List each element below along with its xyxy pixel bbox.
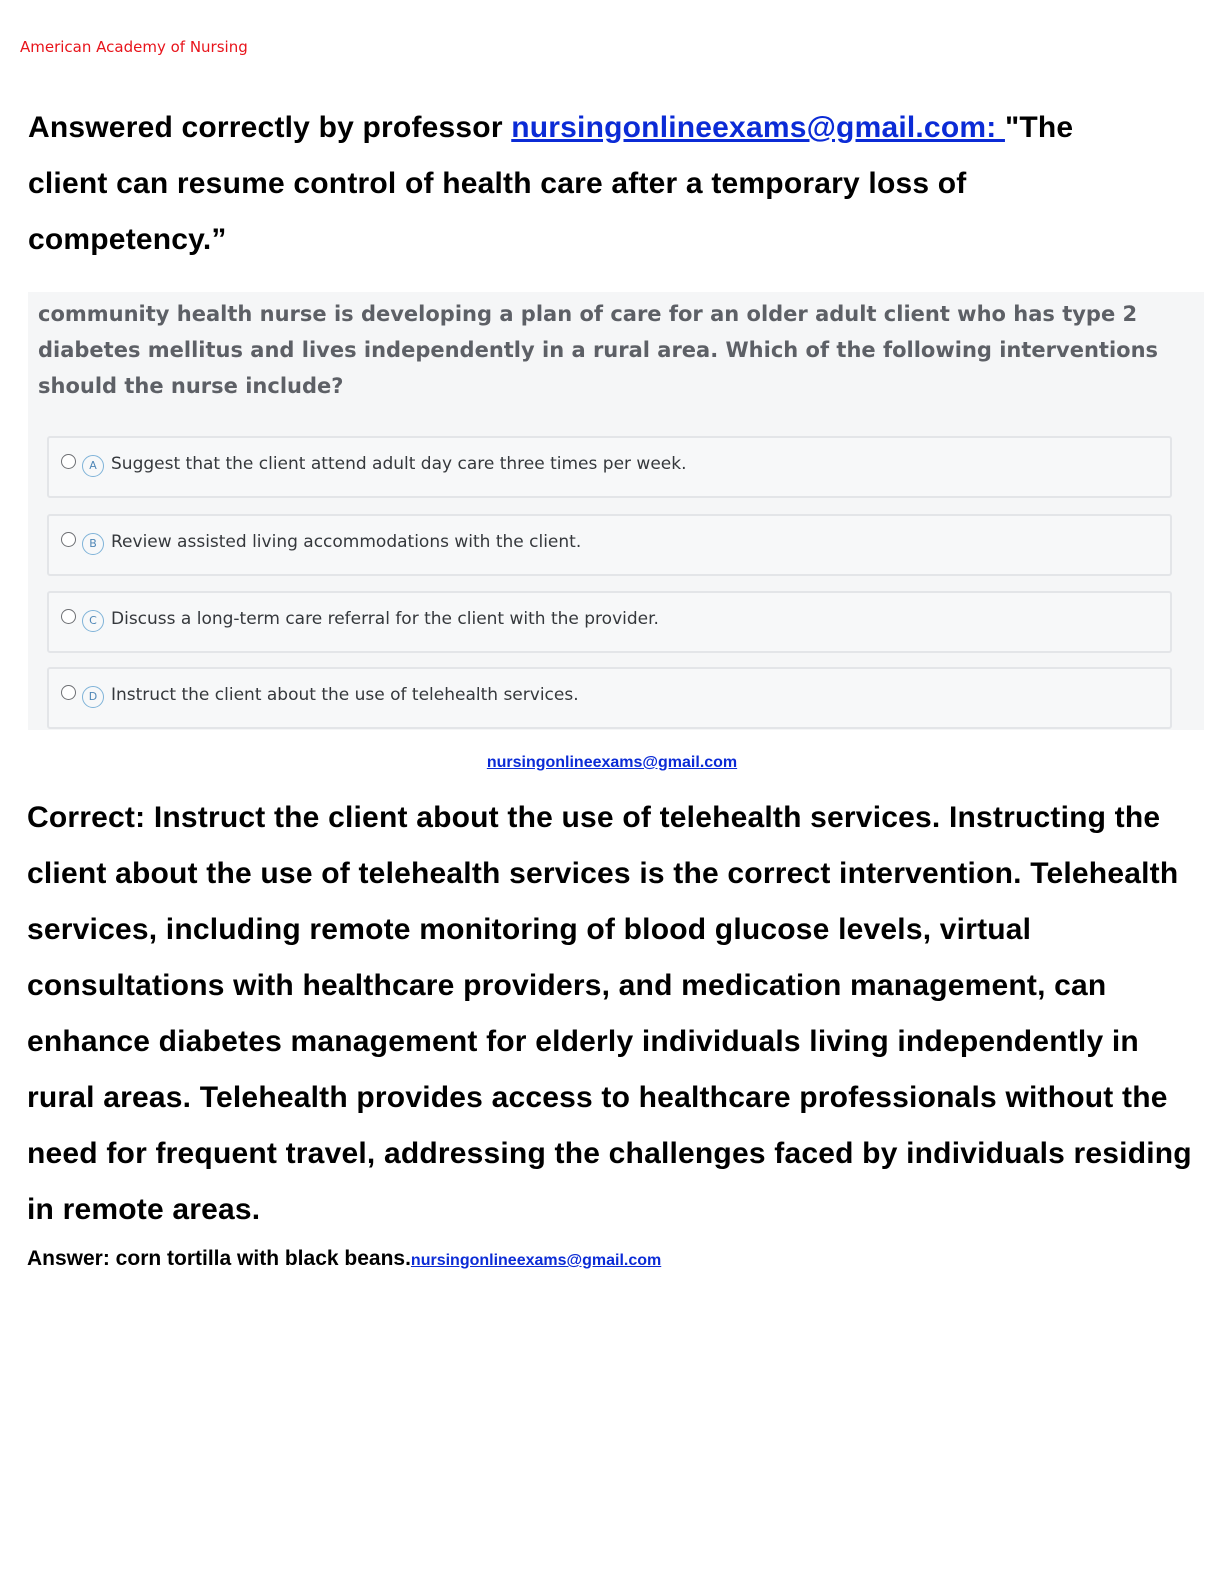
organization-header: American Academy of Nursing: [20, 38, 248, 56]
option-letter-badge: C: [82, 610, 104, 632]
quiz-panel: [28, 292, 1204, 730]
option-text: Review assisted living accommodations with the client.: [111, 532, 582, 552]
radio-button[interactable]: [61, 532, 76, 547]
answer-line: [27, 1244, 661, 1276]
answer-email-link[interactable]: nursingonlineexams@gmail.com: [410, 1252, 662, 1269]
radio-button[interactable]: [61, 454, 76, 469]
option-d[interactable]: [47, 667, 1172, 729]
option-letter-badge: B: [82, 533, 104, 555]
intro-quote: "The client can resume control of health care after a temporary loss of competency.”: [28, 111, 1074, 256]
center-email-link[interactable]: nursingonlineexams@gmail.com: [486, 754, 738, 771]
option-text: Discuss a long-term care referral for the client with the provider.: [111, 609, 659, 629]
option-a[interactable]: [47, 436, 1172, 498]
center-email-row: [0, 754, 1224, 772]
option-letter-badge: D: [82, 686, 104, 708]
radio-button[interactable]: [61, 609, 76, 624]
option-letter-badge: A: [82, 455, 104, 477]
radio-button[interactable]: [61, 685, 76, 700]
intro-prefix: Answered correctly by professor: [28, 111, 512, 144]
question-text: community health nurse is developing a plan of care for an older adult client who has type 2 diabetes mellitus and lives independently in a rural area. Which of the following interventions should the nurse include?: [38, 302, 1159, 398]
option-b[interactable]: [47, 514, 1172, 576]
option-text: Suggest that the client attend adult day care three times per week.: [111, 454, 687, 474]
answer-text: Answer: corn tortilla with black beans.: [27, 1247, 411, 1270]
explanation-paragraph: Correct: Instruct the client about the use of telehealth services. Instructing the client about the use of telehealth services is the correct intervention. Telehealth services, including remote monitoring of blood glucose levels, virtual consultations with healthcare providers, and medication management, can enhance diabetes management for elderly individuals living independently in rural areas. Telehealth provides access to healthcare professionals without the need for frequent travel, addressing the challenges faced by individuals residing in remote areas.: [27, 801, 1192, 1226]
option-text: Instruct the client about the use of telehealth services.: [111, 685, 579, 705]
intro-email-link[interactable]: nursingonlineexams@gmail.com:: [511, 111, 1005, 144]
intro-paragraph: [28, 100, 1158, 268]
option-c[interactable]: [47, 591, 1172, 653]
